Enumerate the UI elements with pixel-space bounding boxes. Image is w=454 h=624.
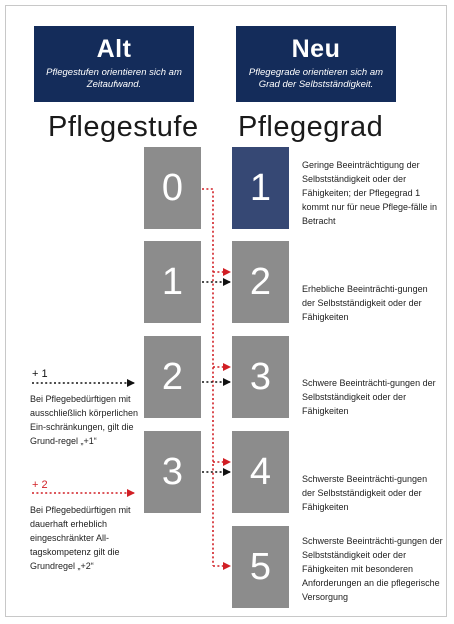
connector-arrows	[6, 6, 448, 618]
grad-3-box: 3	[232, 336, 289, 418]
stufe-1-box: 1	[144, 241, 201, 323]
neu-title: Neu	[291, 35, 341, 63]
pflegegrad-heading: Pflegegrad	[238, 111, 384, 143]
grad-2-description: Erhebliche Beeinträchti-gungen der Selbstständigkeit oder der Fähigkeiten	[302, 284, 428, 322]
stufe-3-box: 3	[144, 431, 201, 513]
diagram-frame	[5, 5, 447, 617]
plus-2-note: Bei Pflegebedürftigen mit dauerhaft erheblich eingeschränkter All-tagskompetenz gilt die Grundregel „+2“	[30, 505, 131, 571]
grad-4-description: Schwerste Beeinträchti-gungen der Selbstständigkeit oder der Fähigkeiten	[302, 474, 428, 512]
alt-title: Alt	[96, 35, 132, 63]
stufe-0-box: 0	[144, 147, 201, 229]
alt-subtitle: Pflegestufen orientieren sich am Zeitaufwand.	[46, 67, 182, 90]
red-trunk-line	[202, 189, 213, 566]
grad-3-description: Schwere Beeinträchti-gungen der Selbstständigkeit oder der Fähigkeiten	[302, 378, 436, 416]
plus-1-label: + 1	[32, 368, 48, 380]
plus-1-note: Bei Pflegebedürftigen mit ausschließlich körperlichen Ein-schränkungen, gilt die Grund-regel „+1“	[30, 394, 139, 446]
neu-subtitle: Pflegegrade orientieren sich am Grad der Selbstständigkeit.	[248, 67, 384, 90]
grad-2-box: 2	[232, 241, 289, 323]
stufe-2-box: 2	[144, 336, 201, 418]
plus-2-label: + 2	[32, 479, 48, 491]
grad-5-box: 5	[232, 526, 289, 608]
grad-5-description: Schwerste Beeinträchti-gungen der Selbstständigkeit oder der Fähigkeiten mit besonderen Anforderungen an die pflegerische Versorgung	[302, 536, 443, 602]
grad-4-box: 4	[232, 431, 289, 513]
grad-1-description: Geringe Beeinträchtigung der Selbstständigkeit oder der Fähigkeiten; der Pflegegrad 1 kommt nur für neue Pflege-fälle in Betracht	[302, 160, 438, 226]
pflegestufe-heading: Pflegestufe	[48, 111, 199, 143]
grad-1-box: 1	[232, 147, 289, 229]
